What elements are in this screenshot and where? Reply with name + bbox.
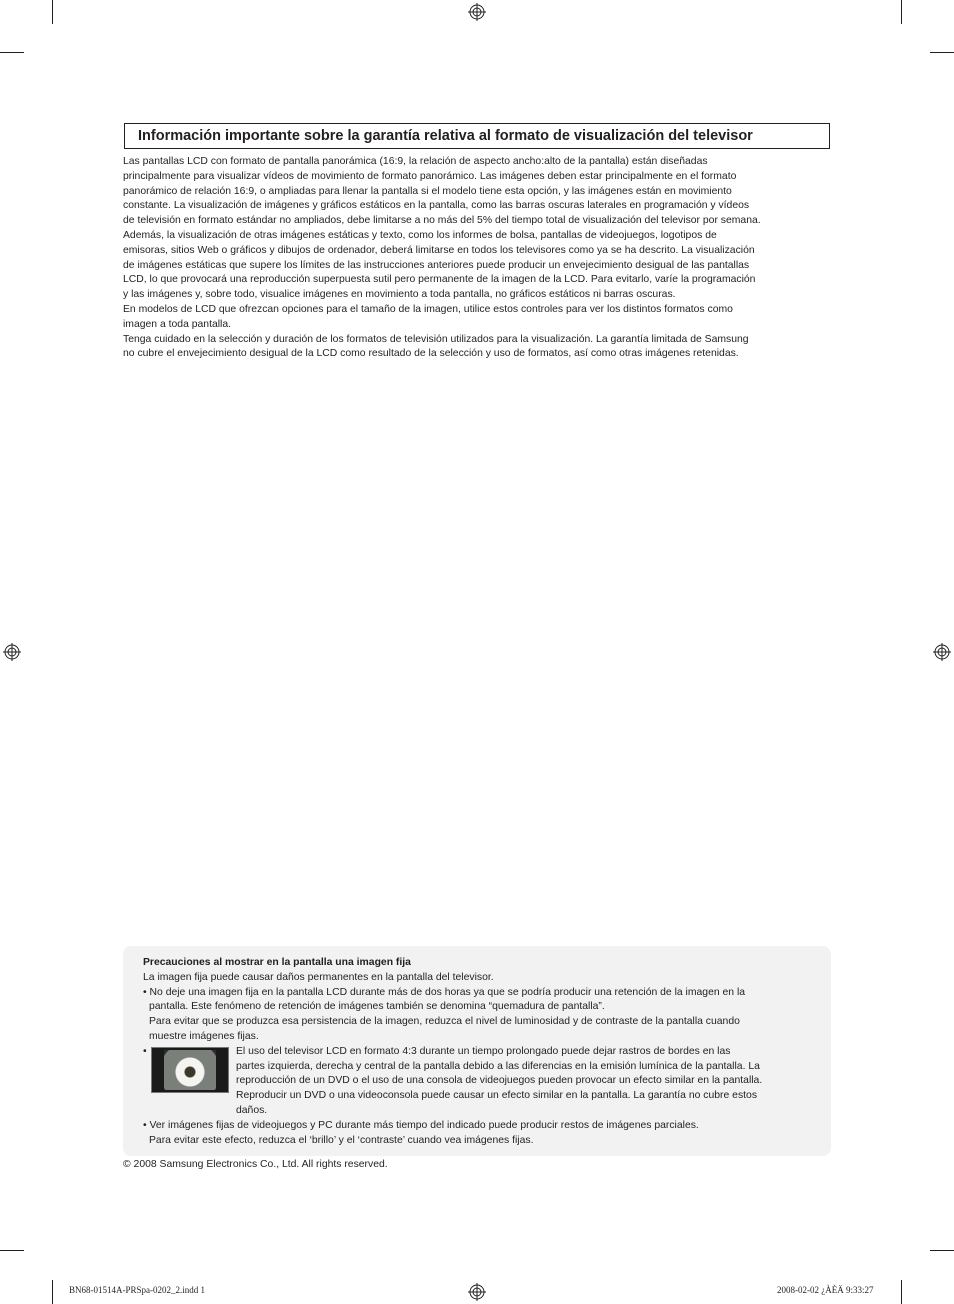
registration-mark-icon xyxy=(468,1283,486,1301)
notice-bullet-line: • No deje una imagen fija en la pantalla LCD durante más de dos horas ya que se podría producir una retención de la imagen en la xyxy=(143,986,746,998)
body-line: imagen a toda pantalla. xyxy=(123,318,232,330)
body-line: Las pantallas LCD con formato de pantalla panorámica (16:9, la relación de aspecto ancho:alto de la pantalla) están diseñadas xyxy=(123,156,708,167)
tv-flower-image xyxy=(151,1047,229,1093)
crop-mark xyxy=(0,52,24,53)
body-line: emisoras, sitios Web o gráficos y dibujos de ordenador, deberá limitarse en todos los televisores como ya se ha descrito. La visualización xyxy=(123,244,755,256)
registration-mark-icon xyxy=(933,643,951,661)
body-line: de imágenes estáticas que supere los límites de las instrucciones anteriores puede producir un envejecimiento desigual de las pantallas xyxy=(123,259,750,271)
notice-bullet-line: reproducción de un DVD o el uso de una consola de videojuegos pueden provocar un efecto similar en la pantalla. xyxy=(236,1075,763,1087)
notice-bullet-line: pantalla. Este fenómeno de retención de imágenes también se denomina “quemadura de pantalla”. xyxy=(149,1001,605,1013)
body-line: Tenga cuidado en la selección y duración de los formatos de televisión utilizados para la visualización. La garantía limitada de Samsung xyxy=(123,333,749,345)
notice-heading: Precauciones al mostrar en la pantalla una imagen fija xyxy=(143,957,411,968)
body-line: de televisión en formato estándar no ampliados, debe limitarse a no más del 5% del tiempo total de visualización del televisor por semana. xyxy=(123,215,761,227)
crop-mark xyxy=(930,52,954,53)
body-line: Además, la visualización de otras imágenes estáticas y texto, como los informes de bolsa, pantallas de videojuegos, logotipos de xyxy=(123,229,717,241)
notice-intro: La imagen fija puede causar daños permanentes en la pantalla del televisor. xyxy=(143,971,494,983)
copyright-text: © 2008 Samsung Electronics Co., Ltd. All rights reserved. xyxy=(123,1159,388,1170)
notice-bullet-line: Para evitar este efecto, reduzca el ‘brillo’ y el ‘contraste’ cuando vea imágenes fijas. xyxy=(149,1134,534,1146)
body-line: principalmente para visualizar vídeos de movimiento de formato panorámico. Las imágenes deben estar principalmente en el formato xyxy=(123,170,737,182)
crop-mark xyxy=(52,0,53,24)
crop-mark xyxy=(901,1280,902,1304)
registration-mark-icon xyxy=(468,3,486,21)
registration-mark-icon xyxy=(3,643,21,661)
section-title xyxy=(124,123,830,149)
notice-bullet-line: Reproducir un DVD o una videoconsola puede causar un efecto similar en la pantalla. La garantía no cubre estos xyxy=(236,1090,758,1102)
body-line: LCD, lo que provocará una reproducción superpuesta sutil pero permanente de la imagen de la LCD. Para evitarlo, varíe la programación xyxy=(123,274,756,286)
still-image-notice xyxy=(123,946,831,1156)
slug-file-name: BN68-01514A-PRSpa-0202_2.indd 1 xyxy=(69,1285,206,1295)
notice-image-text xyxy=(236,1045,811,1119)
body-line: y las imágenes y, sobre todo, visualice imágenes en movimiento a toda pantalla, no gráficos estáticos ni barras oscuras. xyxy=(123,289,676,301)
body-line: panorámico de relación 16:9, o ampliadas para llenar la pantalla si el modelo tiene esta opción, y las imágenes están en movimiento xyxy=(123,185,732,197)
notice-bullet-line: daños. xyxy=(236,1104,268,1116)
body-line: En modelos de LCD que ofrezcan opciones para el tamaño de la imagen, utilice estos controles para ver los distintos formatos como xyxy=(123,303,733,315)
notice-bullet-line: partes izquierda, derecha y central de la pantalla debido a las diferencias en la emisión lumínica de la pantalla. La xyxy=(236,1060,760,1072)
body-line: constante. La visualización de imágenes y gráficos estáticos en la pantalla, como las barras oscuras laterales en programación y vídeos xyxy=(123,200,750,212)
section-title-text: Información importante sobre la garantía relativa al formato de visualización del televisor xyxy=(138,128,753,144)
warranty-body xyxy=(123,155,823,362)
notice-bullet-line: Para evitar que se produzca esa persistencia de la imagen, reduzca el nivel de luminosidad y de contraste de la pantalla cuando xyxy=(149,1016,740,1028)
notice-image-bullet xyxy=(143,1045,811,1119)
body-line: no cubre el envejecimiento desigual de la LCD como resultado de la selección y uso de formatos, así como otras imágenes retenidas. xyxy=(123,348,739,360)
bullet: • xyxy=(143,1045,147,1057)
notice-bullet-line: • Ver imágenes fijas de videojuegos y PC durante más tiempo del indicado puede producir restos de imágenes parciales. xyxy=(143,1119,699,1131)
notice-bullet-line: muestre imágenes fijas. xyxy=(149,1030,259,1042)
slug-timestamp: 2008-02-02 ¿ÀÈÄ 9:33:27 xyxy=(777,1285,874,1295)
tv-screen xyxy=(164,1050,216,1090)
crop-mark xyxy=(0,1250,24,1251)
crop-mark xyxy=(930,1250,954,1251)
crop-mark xyxy=(901,0,902,24)
notice-bullet-line: El uso del televisor LCD en formato 4:3 durante un tiempo prolongado puede dejar rastros de bordes en las xyxy=(236,1045,731,1057)
crop-mark xyxy=(52,1280,53,1304)
